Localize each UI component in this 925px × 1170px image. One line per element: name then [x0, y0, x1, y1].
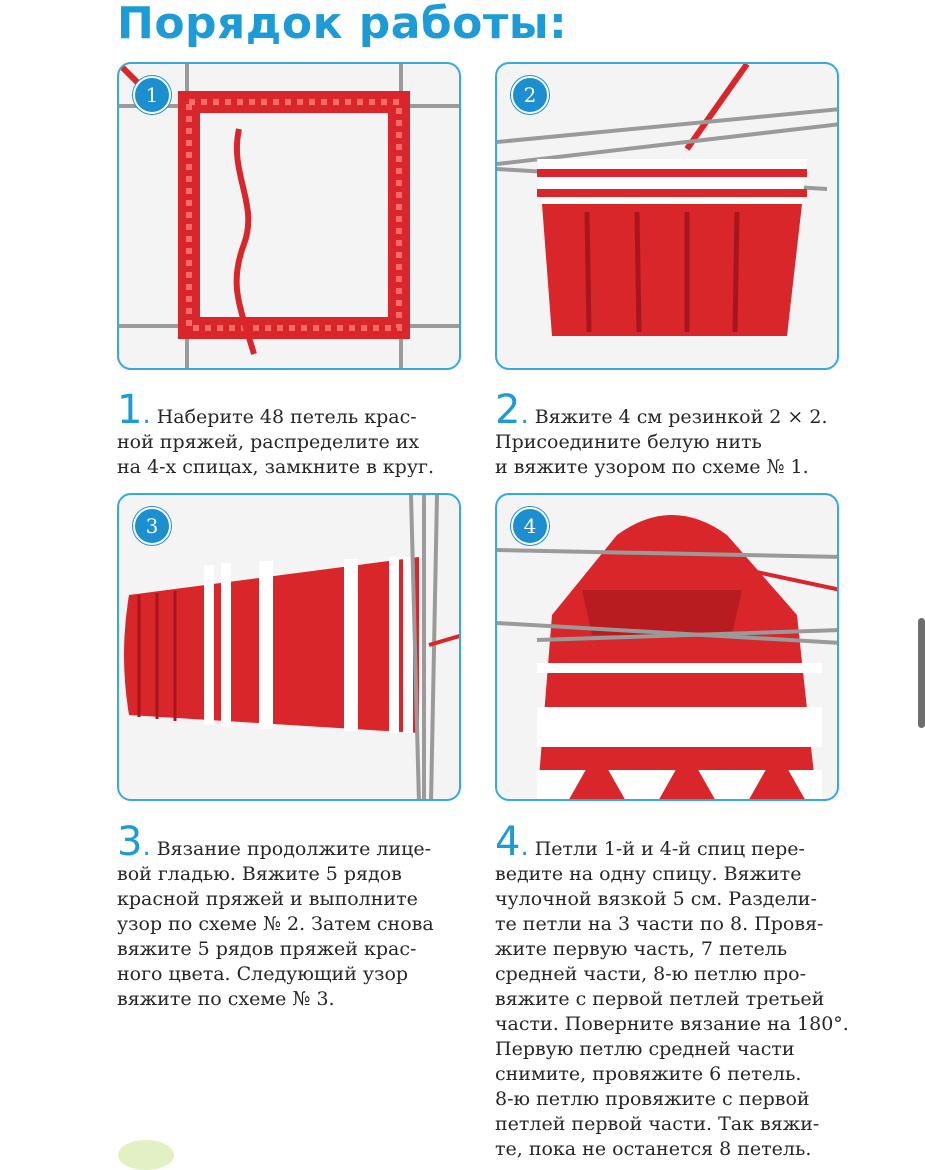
knitting-illustration-1 — [119, 64, 461, 370]
decorative-blob — [118, 1140, 174, 1170]
knitting-illustration-3 — [119, 495, 461, 801]
step-badge-2: 2 — [511, 76, 549, 114]
step-number-1: 1. — [117, 387, 151, 433]
photo-step-1 — [117, 62, 461, 370]
knitting-illustration-4 — [497, 495, 839, 801]
step-number-3: 3. — [117, 819, 151, 865]
step-badge-1: 1 — [133, 76, 171, 114]
page-title: Порядок работы: — [117, 0, 568, 49]
knitting-illustration-2 — [497, 64, 839, 370]
step-number-2: 2. — [495, 387, 529, 433]
photo-step-2 — [495, 62, 839, 370]
step-number-4: 4. — [495, 819, 529, 865]
step-text-2: 2. Вяжите 4 см резинкой 2 × 2. Присоедините белую нить и вяжите узором по схеме № 1. — [495, 387, 828, 478]
step-text-4: 4. Петли 1-й и 4-й спиц пере- ведите на одну спицу. Вяжите чулочной вязкой 5 см. Раздели- те петли на 3 части по 8. Провя- жите первую часть, 7 петель средней части, 8-ю петлю про- вяжите с первой петлей третьей части. Поверните вязание на 180°. Первую петлю средней части снимите, провяжите 6 петель. 8-ю петлю провяжите с первой петлей первой части. Так вяжи- те, пока не останется 8 петель. — [495, 819, 849, 1160]
step-text-3: 3. Вязание продолжите лице- вой гладью. Вяжите 5 рядов красной пряжей и выполните узор по схеме № 2. Затем снова вяжите 5 рядов пряжей крас- ного цвета. Следующий узор вяжите по схеме № 3. — [117, 819, 434, 1010]
step-badge-4: 4 — [511, 507, 549, 545]
photo-step-4 — [495, 493, 839, 801]
photo-step-3 — [117, 493, 461, 801]
scrollbar[interactable] — [918, 618, 925, 728]
step-text-1: 1. Наберите 48 петель крас- ной пряжей, распределите их на 4-х спицах, замкните в круг. — [117, 387, 435, 478]
step-badge-3: 3 — [133, 507, 171, 545]
